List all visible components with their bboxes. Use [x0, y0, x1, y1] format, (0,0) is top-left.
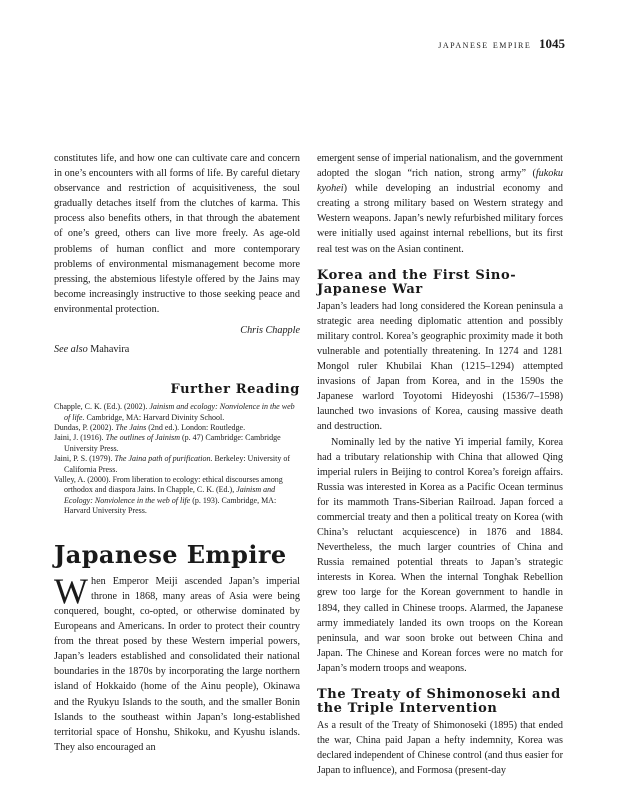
left-column — [54, 151, 300, 755]
author-signature: Chris Chapple — [240, 325, 300, 337]
running-head — [438, 36, 565, 52]
page-number: 1045 — [539, 36, 565, 51]
right-column — [317, 151, 563, 778]
further-reading-heading: Further Reading — [170, 382, 300, 398]
body-paragraph: Japan’s leaders had long considered the Korean peninsula a strategic area needing diplomatic attention and possibly military control. Korea’s geographic proximity made it both vulnerable and potentially threatening. In 1274 and 1281 Mongol ruler Khubilai Khan (1215–1294) attempted invasions of Japan from Korea, and in the 1590s the Japanese warlord Toyotomi Hideyoshi (1536/7–1598) launched two invasions of Korea, causing massive death and destruction. — [317, 300, 563, 433]
see-also-label: See also — [54, 344, 88, 356]
reference-item: Valley, A. (2000). From liberation to ecology: ethical discourses among orthodox and diaspora Jains. In Chapple, C. K. (Ed.), Jainism and Ecology: Nonviolence in the web of life (p. 193). Cambridge, MA: Harvard University Press. — [54, 475, 283, 516]
reference-item: Chapple, C. K. (Ed.). (2002). Jainism and ecology: Nonviolence in the web of life. Cambridge, MA: Harvard Divinity School. — [54, 402, 295, 422]
section-heading-korea: Korea and the First Sino-Japanese War — [317, 267, 517, 297]
section-heading-treaty: The Treaty of Shimonoseki and the Triple Intervention — [317, 687, 561, 716]
reference-item: Dundas, P. (2002). The Jains (2nd ed.). London: Routledge. — [54, 423, 246, 433]
body-paragraph: Nominally led by the native Yi imperial family, Korea had a tributary relationship with China that allowed Qing imperial rulers in Beijing to control Korea’s foreign affairs. Russia was interested in Korea as a Pacific Ocean terminus for its mammoth Trans-Siberian Railroad. Japan forced a commercial treaty and then a political treaty on Korea (with China’s reluctant acquiescence) in 1876 and 1884. Nevertheless, the much larger countries of China and Russia remained potential threats to Japan’s strategic interests in Korea. When the internal Tonghak Rebellion grew too large for the Korean government to handle in 1894, they called in Chinese troops. Alarmed, the Japanese army immediately landed its own troops on the Korean peninsula, and war soon broke out between China and Japan. The Chinese and Korean forces were no match for Japan’s modern troops and weapons. — [317, 436, 563, 674]
running-title: japanese empire — [438, 39, 532, 51]
body-paragraph: As a result of the Treaty of Shimonoseki (1895) that ended the war, China paid Japan a hefty indemnity, Korea was declared independent of Chinese control (and thus easier for Japan to influence), and Formosa (present-day — [317, 720, 563, 777]
reference-item: Jaini, P. S. (1979). The Jaina path of purification. Berkeley: University of California Press. — [54, 454, 290, 474]
reference-item: Jaini, J. (1916). The outlines of Jainism (p. 47) Cambridge: Cambridge University Press. — [54, 433, 281, 453]
intro-paragraph — [54, 570, 300, 755]
see-also — [54, 342, 300, 357]
drop-cap: W — [54, 570, 88, 611]
slogan-romanized: fukoku kyohei — [317, 168, 563, 195]
continuation-paragraph: constitutes life, and how one can cultivate care and concern in one’s encounters with all forms of life. By careful dietary observance and restriction of acquisitiveness, the soul gradually detaches itself from the clutches of karma. This process also benefits others, in that through the abatement of one’s greed, others can live more freely. As age-old problems of human conflict and more contemporary problems of environmental mismanagement become more pressing, the abstemious lifestyle offered by the Jains may become increasingly instructive to those seeking peace and environmental protection. — [54, 153, 300, 315]
continuation-paragraph: emergent sense of imperial nationalism, and the government adopted the slogan “rich nation, strong army” (fukoku kyohei) while developing an industrial economy and creating a strong military based on Western strategy and Western weapons. Japan’s newly refurbished military forces were initially used against internal rebellions, but its first real test was on the Asian continent. — [317, 153, 563, 255]
reference-list — [54, 402, 300, 516]
intro-text: hen Emperor Meiji ascended Japan’s imperial throne in 1868, many areas of Asia were being conquered, bought, co-opted, or otherwise dominated by Europeans and Americans. In order to protect their country from the threat posed by these Western imperial powers, Japan’s leaders established and consolidated their national boundaries in the 1870s by incorporating the large northern island of Hokkaido (home of the Ainu people), Okinawa and the Ryukyu Islands to the south, and the smaller Bonin Islands to the southeast within Japan’s long-established territorial space of Honshu, Shikoku, and Kyushu islands. They also encouraged an — [54, 575, 300, 753]
see-also-link[interactable]: Mahavira — [90, 344, 130, 356]
entry-title: Japanese Empire — [54, 539, 287, 569]
